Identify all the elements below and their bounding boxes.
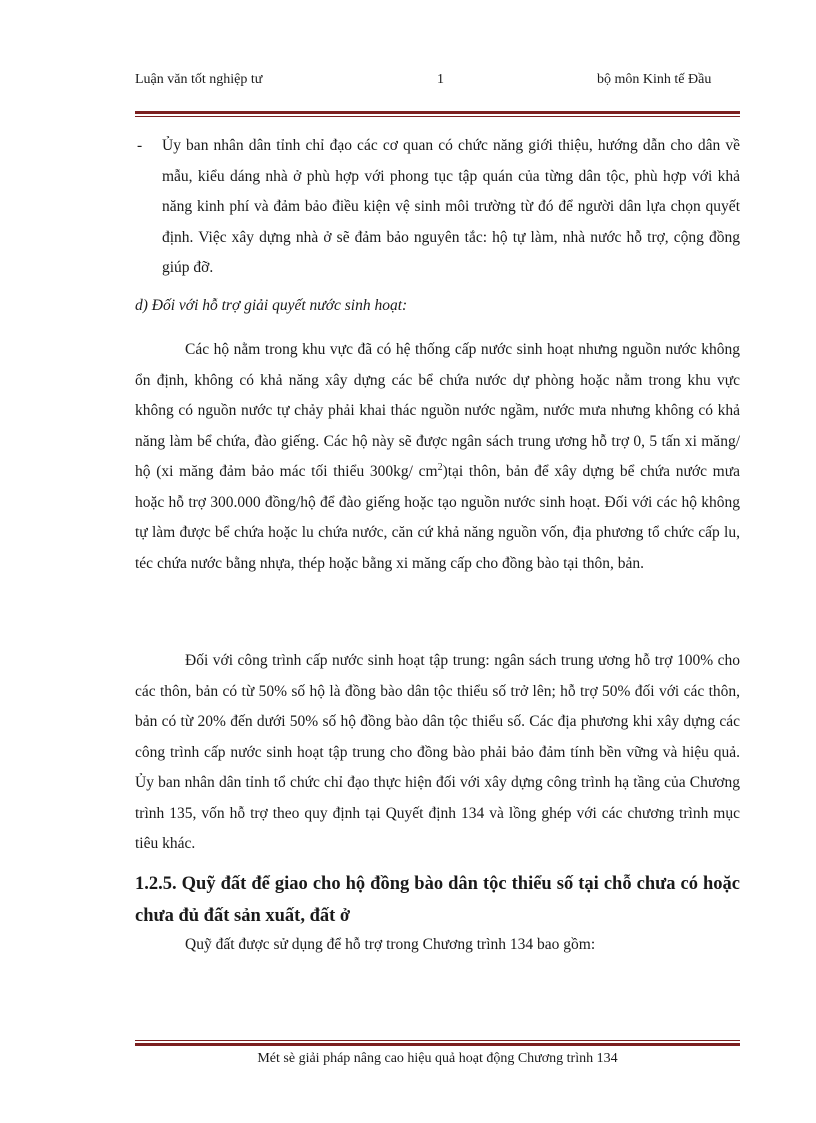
footer-rule-thick [135, 1043, 740, 1046]
paragraph-water-part-a: Các hộ nằm trong khu vực đã có hệ thống cấp nước sinh hoạt nhưng nguồn nước không ổn định, không có khả năng xây dựng các bể chứa nước dự phòng hoặc nằm trong khu vực không có nguồn nước tự chảy phải khai thác nguồn nước ngầm, nước mưa nhưng không có khả năng làm bể chứa, đào giếng. Các hộ này sẽ được ngân sách trung ương hỗ trợ 0, 5 tấn xi măng/ hộ (xi măng đảm bảo mác tối thiểu 300kg/ cm [135, 341, 740, 480]
footer-text: Mét sè giải pháp nâng cao hiệu quả hoạt động Chương trình 134 [257, 1051, 618, 1066]
paragraph-land-fund: Quỹ đất được sử dụng để hỗ trợ trong Chương trình 134 bao gồm: [185, 936, 596, 953]
header-rule-thick [135, 111, 740, 114]
header-page-number: 1 [437, 72, 444, 87]
header-rule-thin [135, 116, 740, 117]
bullet-paragraph: Ủy ban nhân dân tỉnh chỉ đạo các cơ quan có chức năng giới thiệu, hướng dẫn cho dân về mẫu, kiểu dáng nhà ở phù hợp với phong tục tập quán của từng dân tộc, phù hợp với khả năng kinh phí và đảm bảo điều kiện vệ sinh môi trường từ đó để người dân lựa chọn quyết định. Việc xây dựng nhà ở sẽ đảm bảo nguyên tắc: hộ tự làm, nhà nước hỗ trợ, cộng đồng giúp đỡ. [162, 137, 740, 276]
paragraph-water-part-b: )tại thôn, bản để xây dựng bể chứa nước mưa hoặc hỗ trợ 300.000 đồng/hộ để đào giếng hoặc tạo nguồn nước sinh hoạt. Đối với các hộ không tự làm được bể chứa hoặc lu chứa nước, căn cứ khả năng nguồn vốn, địa phương tổ chức cấp lu, téc chứa nước bằng nhựa, thép hoặc bằng xi măng cấp cho đồng bào tại thôn, bản. [135, 463, 740, 572]
header-right-text: bộ môn Kinh tế Đầu [597, 72, 712, 87]
paragraph-central-water: Đối với công trình cấp nước sinh hoạt tập trung: ngân sách trung ương hỗ trợ 100% cho các thôn, bản có từ 50% số hộ là đồng bào dân tộc thiểu số trở lên; hỗ trợ 50% đối với các thôn, bản có từ 20% đến dưới 50% số hộ đồng bào dân tộc thiểu số. Các địa phương khi xây dựng các công trình cấp nước sinh hoạt tập trung cho đồng bào phải bảo đảm tính bền vững và hiệu quả. Ủy ban nhân dân tỉnh tổ chức chỉ đạo thực hiện đối với xây dựng công trình hạ tầng của Chương trình 135, vốn hỗ trợ theo quy định tại Quyết định 134 và lồng ghép với các chương trình mục tiêu khác. [135, 652, 740, 852]
footer-rule-thin [135, 1040, 740, 1041]
bullet-dash: - [137, 137, 143, 154]
section-heading: 1.2.5. Quỹ đất để giao cho hộ đồng bào dân tộc thiểu số tại chỗ chưa có hoặc chưa đủ đất sản xuất, đất ở [135, 874, 740, 926]
paragraph-water-support [135, 335, 740, 579]
superscript-2: 2 [437, 461, 443, 473]
subheading-water: d) Đối với hỗ trợ giải quyết nước sinh hoạt: [135, 297, 408, 314]
header-left-text: Luận văn tốt nghiệp tư [135, 72, 263, 87]
